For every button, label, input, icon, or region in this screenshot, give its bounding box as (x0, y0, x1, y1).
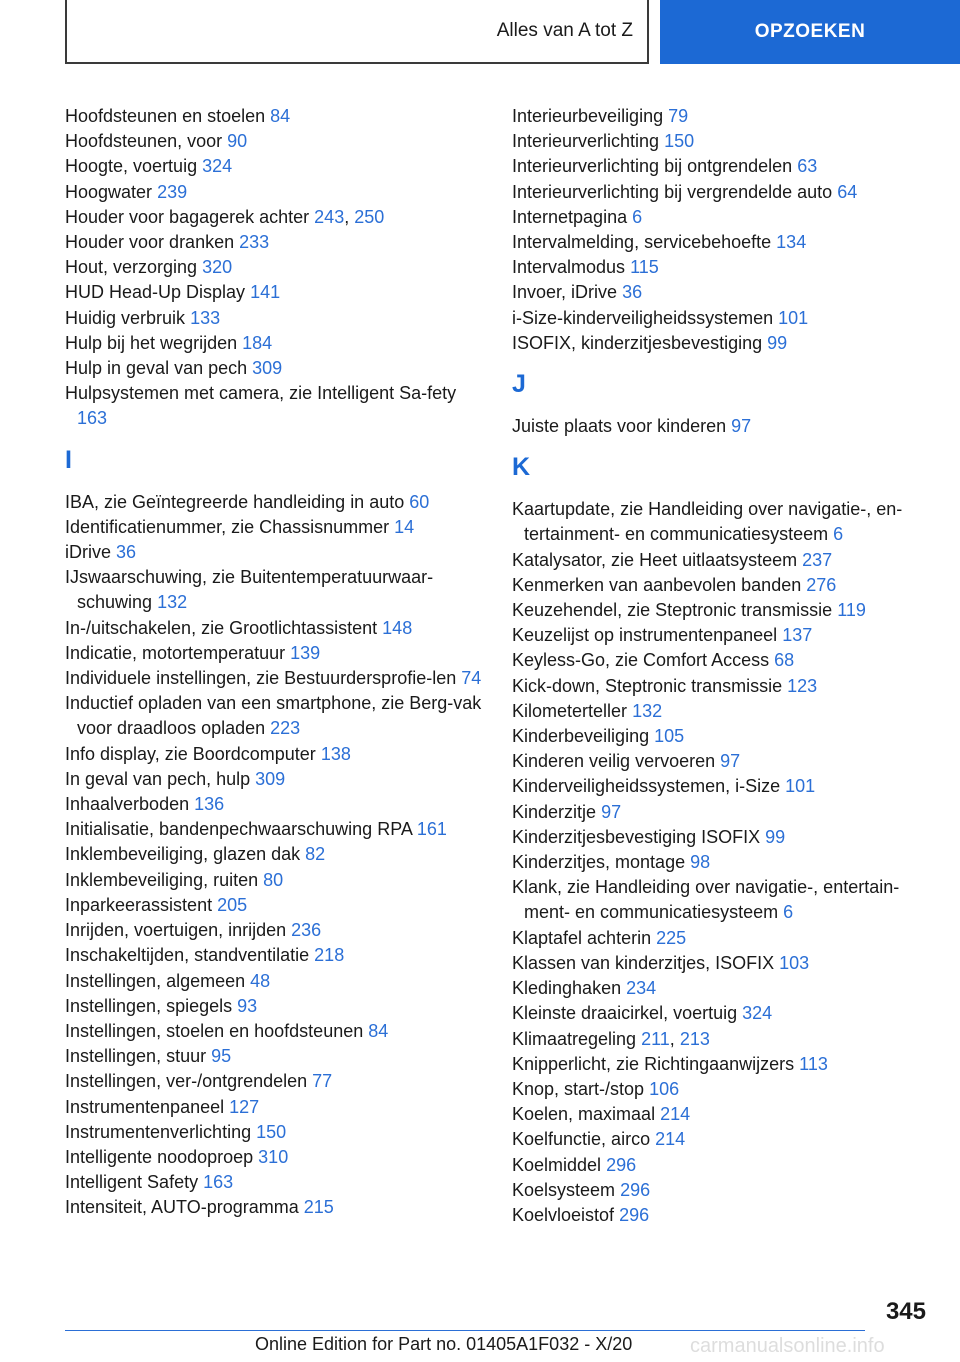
index-entry (512, 255, 932, 280)
page-link[interactable]: 296 (619, 1204, 650, 1225)
page-link[interactable]: 84 (368, 1020, 389, 1041)
index-entry-text: Instellingen, stuur (65, 1046, 207, 1067)
page-link[interactable]: 97 (720, 751, 741, 772)
index-entry (512, 497, 932, 547)
index-entry-text: Koelen, maximaal (512, 1104, 656, 1125)
page-link[interactable]: 324 (742, 1003, 773, 1024)
index-entry (65, 742, 485, 767)
index-entry-text: Inrijden, voertuigen, inrijden (65, 920, 287, 941)
index-entry-text: Kinderzitjes, montage (512, 852, 686, 873)
index-entry-text: Houder voor dranken (65, 232, 235, 253)
index-entry (65, 1145, 485, 1170)
index-entry (65, 616, 485, 641)
index-entry (512, 1102, 932, 1127)
index-entry-text: Klaptafel achterin (512, 927, 652, 948)
page-link[interactable]: 163 (77, 408, 108, 429)
page-link[interactable]: 14 (394, 516, 415, 537)
page-link[interactable]: 310 (258, 1146, 289, 1167)
index-entry (65, 994, 485, 1019)
page-link[interactable]: 63 (797, 156, 818, 177)
index-entry (512, 875, 932, 925)
index-entry-text: Kleinste draaicirkel, voertuig (512, 1003, 738, 1024)
index-entry-text: Interieurverlichting bij ontgrendelen (512, 156, 793, 177)
page-link[interactable]: 218 (314, 945, 345, 966)
index-entry (512, 1052, 932, 1077)
index-entry-text: Intelligente noodoproep (65, 1146, 254, 1167)
page-link[interactable]: 6 (632, 206, 643, 227)
index-entry (512, 850, 932, 875)
page-number: 345 (885, 1298, 926, 1325)
index-entry-text: HUD Head-Up Display (65, 282, 246, 303)
index-entry-text: Kinderbeveiliging (512, 726, 650, 747)
index-entry (65, 868, 485, 893)
index-entry (512, 825, 932, 850)
page-link[interactable]: 150 (256, 1121, 287, 1142)
index-entry (65, 1120, 485, 1145)
index-entry-text: In geval van pech, hulp (65, 768, 251, 789)
index-entry (65, 969, 485, 994)
page-link[interactable]: 239 (157, 181, 188, 202)
page-link[interactable]: 141 (250, 282, 281, 303)
index-entry-text: Kinderzitje (512, 801, 597, 822)
page-link[interactable]: 97 (731, 416, 752, 437)
page-link[interactable]: 150 (664, 131, 695, 152)
index-entry-text: Kinderen veilig vervoeren (512, 751, 716, 772)
index-entry (65, 641, 485, 666)
page-link[interactable]: 234 (626, 978, 657, 999)
index-entry (65, 104, 485, 129)
index-entry-text: Hout, verzorging (65, 257, 198, 278)
page-link[interactable]: 79 (668, 106, 689, 126)
index-entry (512, 774, 932, 799)
page-link[interactable]: 205 (217, 894, 248, 915)
index-entry-text: Initialisatie, bandenpechwaarschuwing RPA (65, 819, 412, 840)
index-entry: Houder voor bagagerek achter 243, 250 (65, 206, 385, 227)
page-link[interactable]: 93 (237, 995, 258, 1016)
index-entry-text: Katalysator, zie Heet uitlaatsysteem (512, 549, 798, 570)
index-entry-text: Koelmiddel (512, 1154, 602, 1175)
watermark: carmanualsonline.info (690, 1335, 885, 1357)
section-tab[interactable] (65, 0, 649, 64)
page-link[interactable]: 132 (157, 592, 188, 613)
page-link[interactable]: 134 (776, 232, 807, 253)
index-entry-text: IJswaarschuwing, zie Buitentemperatuurwaar-schuwing (65, 567, 434, 613)
index-entry-text: Inklembeveiliging, ruiten (65, 869, 259, 890)
index-entry (65, 691, 485, 741)
index-entry-text: Interieurverlichting bij vergrendelde auto (512, 181, 833, 202)
index-entry (65, 817, 485, 842)
index-entry (512, 180, 932, 205)
index-entry (512, 230, 932, 255)
index-entry-text: Inschakeltijden, standventilatie (65, 945, 310, 966)
index-letter-heading: I (65, 445, 72, 474)
page-link[interactable]: 214 (655, 1129, 686, 1150)
index-entry-text: Invoer, iDrive (512, 282, 618, 303)
index-entry (65, 490, 485, 515)
index-entry (512, 1153, 932, 1178)
index-entry (512, 926, 932, 951)
index-entry (65, 356, 485, 381)
index-entry-text: Hulp in geval van pech (65, 358, 248, 379)
index-entry-text: Instellingen, algemeen (65, 970, 246, 991)
index-entry-text: Info display, zie Boordcomputer (65, 743, 316, 764)
index-entry (65, 331, 485, 356)
page-link[interactable]: 276 (806, 574, 837, 595)
page-link[interactable]: 60 (409, 491, 430, 512)
index-entry (512, 976, 932, 1001)
index-entry-text: Inparkeerassistent (65, 894, 213, 915)
index-entry-text: Koelvloeistof (512, 1204, 615, 1225)
index-letter-heading: K (512, 453, 531, 482)
page-link[interactable]: 64 (837, 181, 858, 202)
page-link[interactable]: 250 (354, 206, 385, 227)
index-entry (65, 540, 485, 565)
index-entry-text: Kick-down, Steptronic transmissie (512, 675, 783, 696)
index-entry (65, 230, 485, 255)
index-entry-text: IBA, zie Geïntegreerde handleiding in auto (65, 491, 405, 512)
index-entry (512, 205, 932, 230)
index-entry-text: Kenmerken van aanbevolen banden (512, 574, 802, 595)
index-entry (65, 280, 485, 305)
index-entry (65, 154, 485, 179)
index-entry-text: Instellingen, stoelen en hoofdsteunen (65, 1020, 364, 1041)
index-entry (512, 800, 932, 825)
page-link[interactable]: 77 (312, 1071, 333, 1092)
index-entry-text: In-/uitschakelen, zie Grootlichtassistent (65, 617, 378, 638)
page-link[interactable]: 113 (799, 1053, 828, 1074)
page-link[interactable]: 148 (382, 617, 413, 638)
page-link[interactable]: 99 (767, 332, 788, 353)
index-entry (512, 306, 932, 331)
page-link[interactable]: 123 (787, 675, 818, 696)
page-link[interactable]: 106 (649, 1078, 680, 1099)
page-link[interactable]: 99 (765, 826, 786, 847)
page-link[interactable]: 68 (774, 650, 795, 671)
page-link[interactable]: 119 (837, 600, 866, 621)
index-entry (512, 1203, 932, 1228)
page-link[interactable]: 139 (290, 642, 321, 663)
footer-divider (65, 1330, 865, 1331)
page-link[interactable]: 84 (270, 106, 291, 126)
page-link[interactable]: 136 (194, 794, 225, 815)
index-entry-text: Knipperlicht, zie Richtingaanwijzers (512, 1053, 795, 1074)
index-entry-text: Keyless-Go, zie Comfort Access (512, 650, 770, 671)
page-link[interactable]: 97 (601, 801, 622, 822)
index-entry-text: Instellingen, ver-/ontgrendelen (65, 1071, 308, 1092)
index-entry (512, 951, 932, 976)
index-entry-text: Interieurbeveiliging (512, 106, 664, 126)
page-link[interactable]: 105 (654, 726, 685, 747)
page-link[interactable]: 225 (656, 927, 687, 948)
index-entry (65, 1019, 485, 1044)
index-entry-text: Kinderzitjesbevestiging ISOFIX (512, 826, 761, 847)
index-entry (65, 1170, 485, 1195)
page-link[interactable]: 74 (461, 668, 482, 689)
index-entry (512, 648, 932, 673)
page-link[interactable]: 211 (641, 1028, 670, 1049)
index-entry-text: Inductief opladen van een smartphone, zie Berg-vak voor draadloos opladen (65, 693, 482, 739)
page-link[interactable]: 36 (622, 282, 643, 303)
index-entry-text: Instrumentenpaneel (65, 1096, 225, 1117)
page-link[interactable]: 309 (252, 358, 283, 379)
page-link[interactable]: 163 (203, 1172, 234, 1193)
footer-edition: Online Edition for Part no. 01405A1F032 - X/20 (255, 1334, 633, 1354)
index-entry (65, 381, 485, 431)
index-entry (65, 842, 485, 867)
index-entry-text: Juiste plaats voor kinderen (512, 416, 727, 437)
index-entry (65, 1044, 485, 1069)
index-entry (512, 1178, 932, 1203)
index-entry (65, 943, 485, 968)
index-entry-text: Intensiteit, AUTO-programma (65, 1197, 299, 1218)
page-link[interactable]: 215 (303, 1197, 334, 1218)
page-link[interactable]: 133 (190, 307, 221, 328)
index-entry (512, 129, 932, 154)
page-link[interactable]: 82 (305, 844, 326, 865)
index-entry-text: Identificatienummer, zie Chassisnummer (65, 516, 390, 537)
index-entry-text: Instellingen, spiegels (65, 995, 233, 1016)
index-entry-text: Interieurverlichting (512, 131, 660, 152)
page-link[interactable]: 36 (116, 542, 137, 563)
index-entry-text: Koelfunctie, airco (512, 1129, 651, 1150)
page-link[interactable]: 233 (239, 232, 270, 253)
index-entry-text: Instrumentenverlichting (65, 1121, 252, 1142)
page-link[interactable]: 132 (632, 700, 663, 721)
page-link[interactable]: 115 (630, 257, 659, 278)
page-link[interactable]: 236 (291, 920, 322, 941)
index-entry-text: Hoofdsteunen en stoelen (65, 106, 266, 126)
page-link[interactable]: 320 (202, 257, 233, 278)
index-column-left (65, 104, 485, 1221)
page-link[interactable]: 90 (227, 131, 248, 152)
index-entry-text: Hoogwater (65, 181, 153, 202)
index-entry (65, 893, 485, 918)
index-entry-text: Kilometerteller (512, 700, 628, 721)
index-entry (65, 1095, 485, 1120)
page-link[interactable]: 213 (679, 1028, 710, 1049)
index-entry-text: Houder voor bagagerek achter (65, 206, 310, 227)
index-entry (65, 792, 485, 817)
index-entry-text: Intervalmelding, servicebehoefte (512, 232, 772, 253)
page-link[interactable]: 6 (783, 902, 794, 923)
page-link[interactable]: 214 (660, 1104, 691, 1125)
index-entry-text: iDrive (65, 542, 112, 563)
page-link[interactable]: 243 (314, 206, 345, 227)
index-entry (512, 414, 932, 439)
index-entry-text: Inhaalverboden (65, 794, 190, 815)
index-entry (65, 180, 485, 205)
index-entry-text: Klimaatregeling (512, 1028, 637, 1049)
index-entry (512, 1077, 932, 1102)
page-link[interactable]: 80 (263, 869, 284, 890)
page-link[interactable]: 103 (779, 952, 810, 973)
page-link[interactable]: 95 (211, 1046, 232, 1067)
index-entry (512, 548, 932, 573)
index-entry-text: Intervalmodus (512, 257, 626, 278)
index-entry (65, 306, 485, 331)
index-entry-text: Kaartupdate, zie Handleiding over navigatie-, en-tertainment- en communicatiesysteem (512, 499, 903, 545)
index-entry-text: Hoogte, voertuig (65, 156, 198, 177)
index-entry (512, 1001, 932, 1026)
index-entry-text: Hulpsystemen met camera, zie Intelligent Sa-fety (65, 383, 457, 404)
index-entry-text: Kledinghaken (512, 978, 622, 999)
page-link[interactable]: 48 (250, 970, 271, 991)
index-column-right (512, 104, 932, 1228)
page-link[interactable]: 137 (782, 625, 813, 646)
page-link[interactable]: 237 (802, 549, 833, 570)
index-letter-heading: J (512, 370, 526, 399)
index-entry (65, 515, 485, 540)
index-entry-text: Klank, zie Handleiding over navigatie-, entertain-ment- en communicatiesysteem (512, 877, 900, 923)
index-entry: Klimaatregeling 211, 213 (512, 1028, 710, 1049)
search-button[interactable] (660, 0, 960, 64)
index-entry (512, 104, 932, 129)
index-entry-text: Huidig verbruik (65, 307, 186, 328)
index-entry (512, 674, 932, 699)
index-entry-text: Hulp bij het wegrijden (65, 332, 238, 353)
index-entry (65, 1069, 485, 1094)
index-entry (65, 565, 485, 615)
page-link[interactable]: 309 (255, 768, 286, 789)
index-entry (512, 280, 932, 305)
page-link[interactable]: 6 (833, 524, 844, 545)
index-entry (65, 1195, 485, 1220)
page-link[interactable]: 127 (229, 1096, 260, 1117)
index-entry (512, 331, 932, 356)
page-link[interactable]: 296 (620, 1179, 651, 1200)
index-entry (512, 623, 932, 648)
index-entry (65, 767, 485, 792)
index-entry (65, 918, 485, 943)
index-entry-text: Hoofdsteunen, voor (65, 131, 223, 152)
page-link[interactable]: 324 (202, 156, 233, 177)
index-entry (512, 724, 932, 749)
index-entry-text: Koelsysteem (512, 1179, 616, 1200)
index-entry-text: i-Size-kinderveiligheidssystemen (512, 307, 774, 328)
page-link[interactable]: 161 (416, 819, 447, 840)
index-entry (512, 749, 932, 774)
index-entry (512, 598, 932, 623)
page-link[interactable]: 138 (320, 743, 351, 764)
index-entry (65, 666, 485, 691)
index-entry (512, 699, 932, 724)
section-title: Alles van A tot Z (496, 20, 633, 41)
index-entry (512, 154, 932, 179)
page-link[interactable]: 98 (690, 852, 711, 873)
index-entry-text: Intelligent Safety (65, 1172, 199, 1193)
index-entry (512, 573, 932, 598)
index-entry-text: Klassen van kinderzitjes, ISOFIX (512, 952, 775, 973)
index-entry (512, 1127, 932, 1152)
search-button-label: OPZOEKEN (754, 21, 866, 42)
index-entry-text: ISOFIX, kinderzitjesbevestiging (512, 332, 763, 353)
page-link[interactable]: 184 (242, 332, 273, 353)
index-entry-text: Internetpagina (512, 206, 628, 227)
page-link[interactable]: 101 (778, 307, 809, 328)
index-entry-text: Kinderveiligheidssystemen, i-Size (512, 776, 781, 797)
page-link[interactable]: 223 (270, 718, 301, 739)
index-entry-text: Keuzelijst op instrumentenpaneel (512, 625, 778, 646)
index-entry (65, 255, 485, 280)
index-entry (65, 129, 485, 154)
index-entry-text: Individuele instellingen, zie Bestuurdersprofie-len (65, 668, 457, 689)
page-link[interactable]: 296 (606, 1154, 637, 1175)
index-entry-text: Indicatie, motortemperatuur (65, 642, 286, 663)
index-entry-text: Inklembeveiliging, glazen dak (65, 844, 301, 865)
index-entry-text: Knop, start-/stop (512, 1078, 645, 1099)
index-entry-text: Keuzehendel, zie Steptronic transmissie (512, 600, 833, 621)
page-link[interactable]: 101 (785, 776, 816, 797)
